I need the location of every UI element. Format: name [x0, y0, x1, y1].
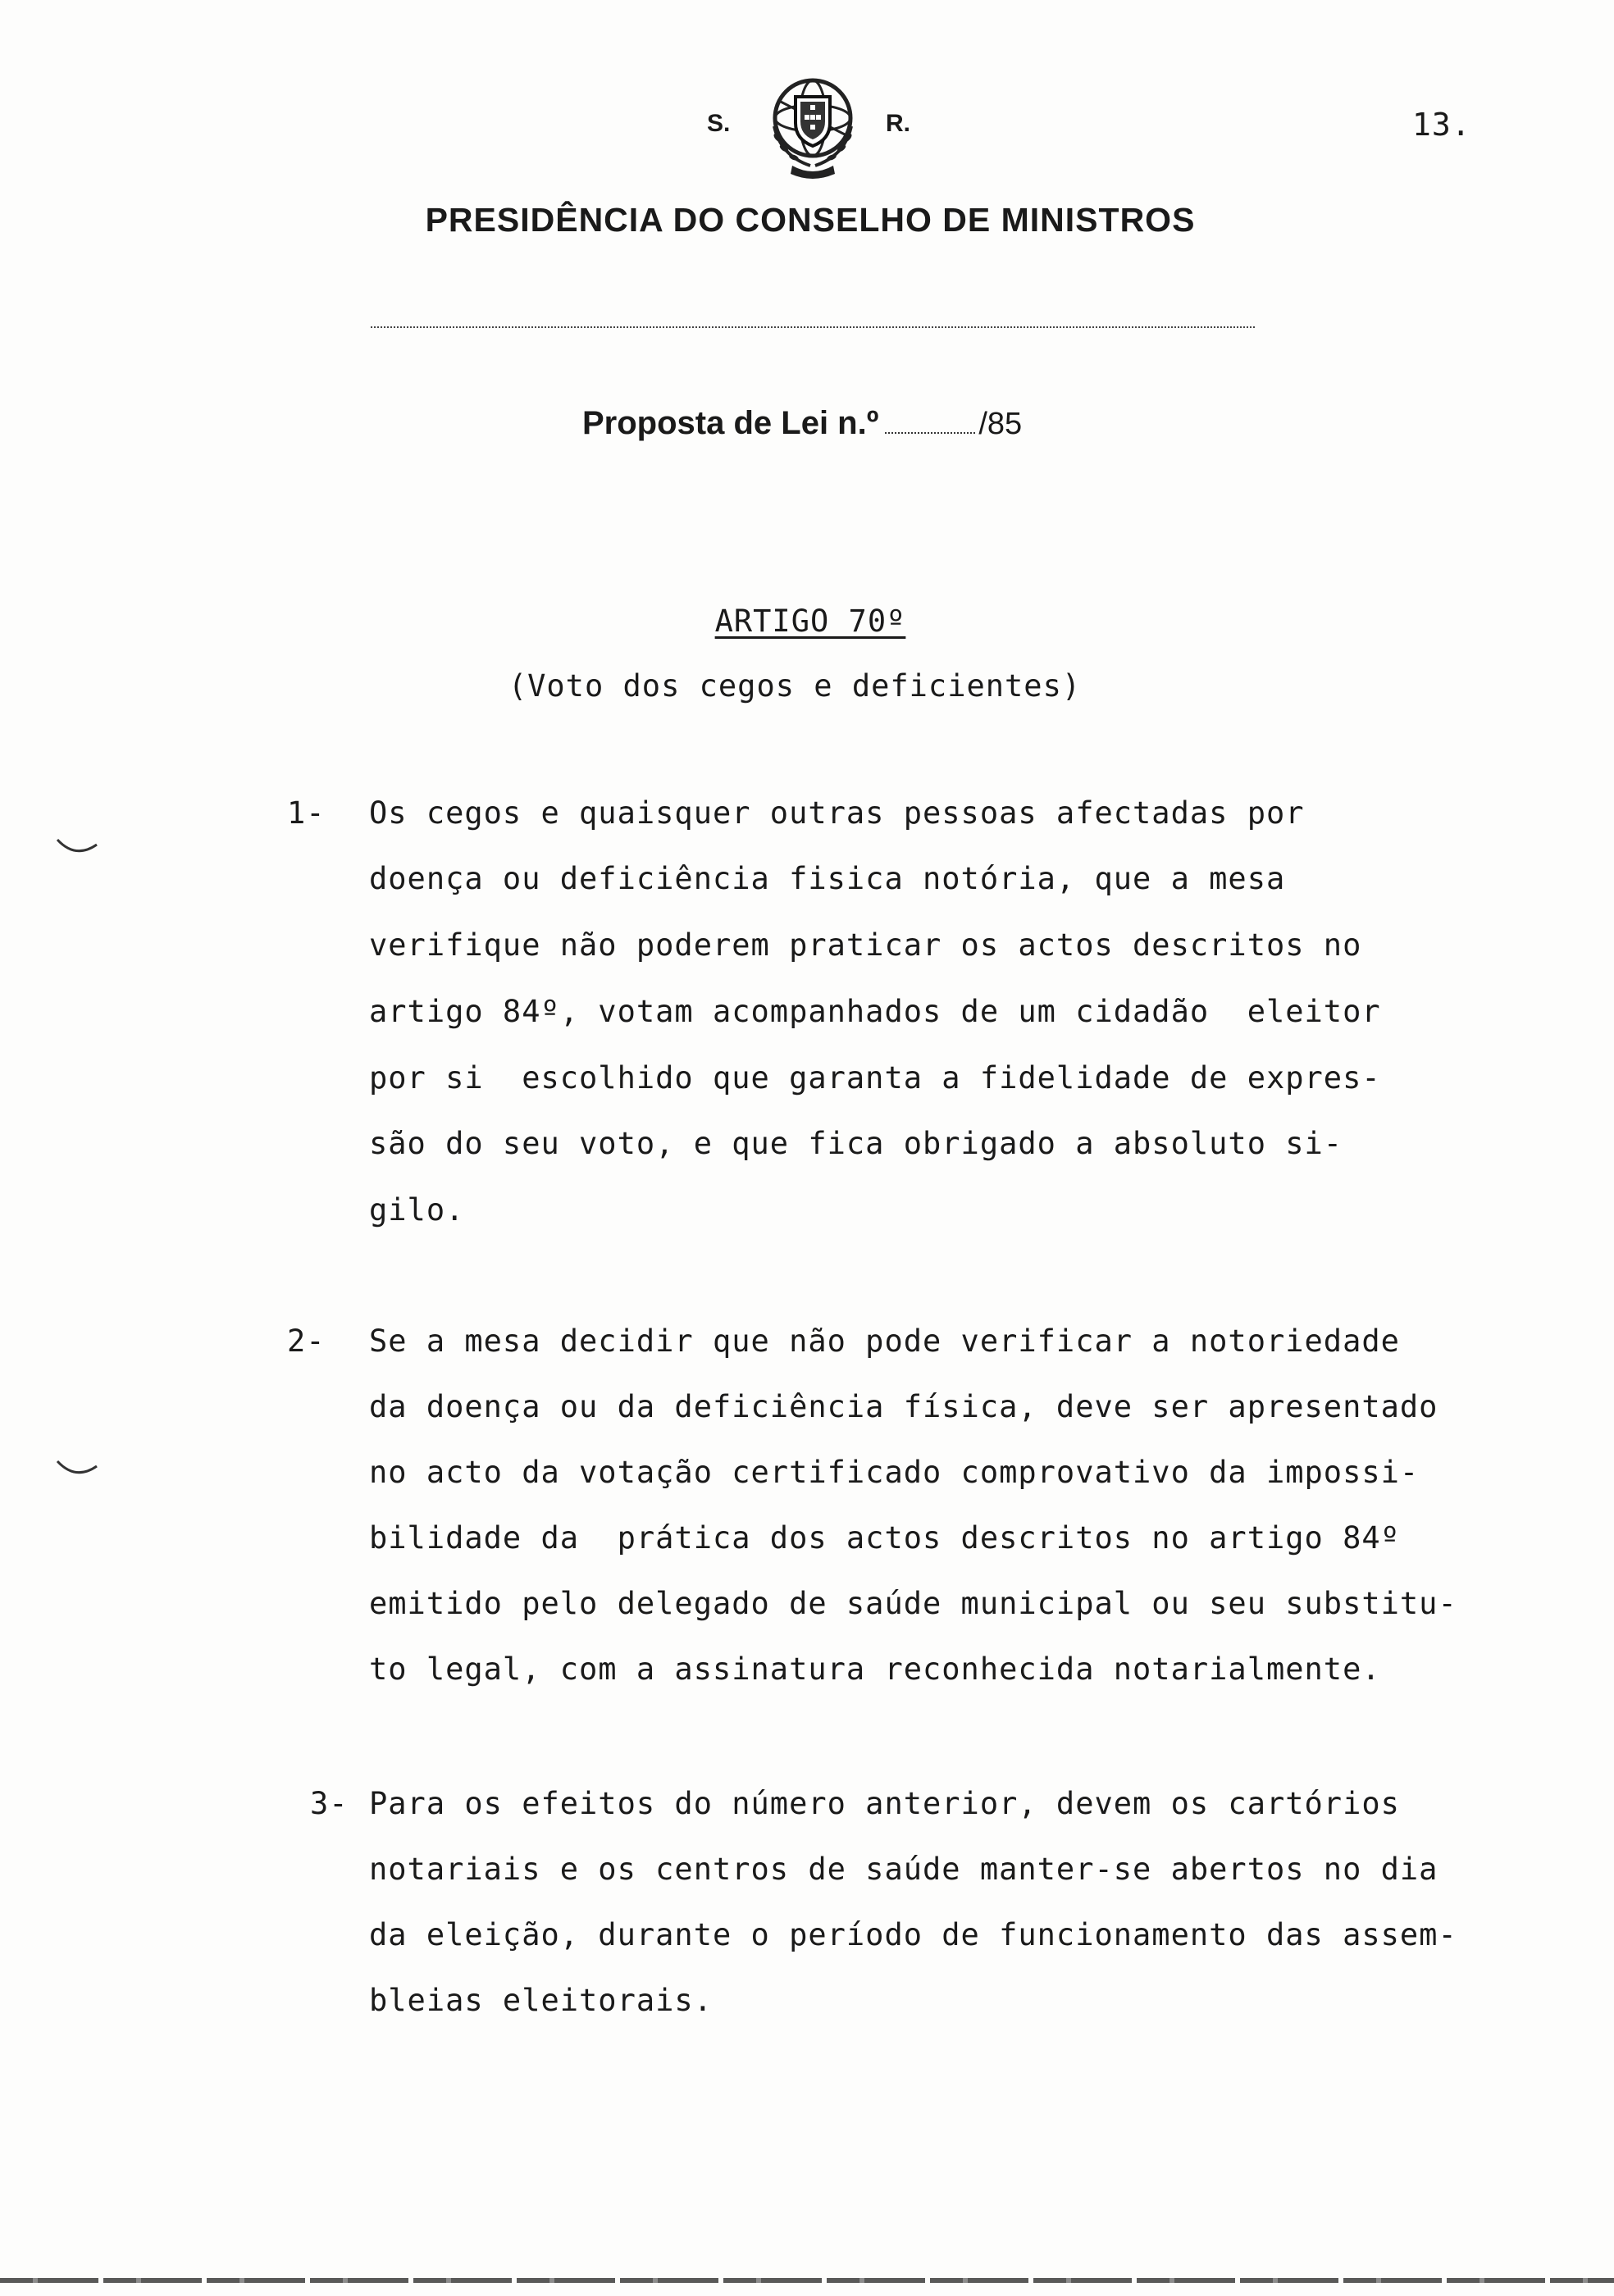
letterhead	[0, 69, 1614, 184]
paragraph-line: Se a mesa decidir que não pode verificar a notoriedade	[369, 1323, 1400, 1359]
paragraph-line: notariais e os centros de saúde manter-se abertos no dia	[369, 1852, 1438, 1887]
proposta-number-blank	[885, 408, 975, 434]
institution-heading: PRESIDÊNCIA DO CONSELHO DE MINISTROS	[425, 201, 1196, 239]
paragraph-line: Os cegos e quaisquer outras pessoas afectadas por	[369, 795, 1305, 831]
paragraph-line: no acto da votação certificado comprovativo da impossi-	[369, 1455, 1420, 1490]
proposta-label: Proposta de Lei n.º	[582, 405, 879, 441]
paragraph-line: da eleição, durante o período de funcionamento das assem-	[369, 1917, 1457, 1952]
paragraph-line: artigo 84º, votam acompanhados de um cidadão eleitor	[369, 994, 1381, 1029]
portuguese-coat-of-arms-icon	[759, 69, 866, 182]
article-title: ARTIGO 70º	[714, 604, 906, 639]
proposta-de-lei	[582, 405, 1022, 442]
paragraph-number: 1-	[287, 795, 326, 831]
paragraph-line: to legal, com a assinatura reconhecida notarialmente.	[369, 1651, 1381, 1687]
margin-curve-mark	[54, 835, 100, 858]
paragraph-line: bleias eleitorais.	[369, 1983, 713, 2018]
paragraph-line: verifique não poderem praticar os actos descritos no	[369, 927, 1362, 963]
paragraph-line: Para os efeitos do número anterior, devem os cartórios	[369, 1786, 1400, 1821]
paragraph-line: emitido pelo delegado de saúde municipal ou seu substitu-	[369, 1586, 1457, 1621]
scan-bottom-edge	[0, 2278, 1614, 2283]
paragraph-line: da doença ou da deficiência física, deve ser apresentado	[369, 1389, 1438, 1424]
proposta-number: /85	[978, 407, 1023, 441]
header-divider	[371, 326, 1255, 328]
paragraph-number: 3-	[310, 1786, 349, 1821]
paragraph-line: por si escolhido que garanta a fidelidade de expres-	[369, 1060, 1381, 1096]
paragraph-number: 2-	[287, 1323, 326, 1359]
paragraph-line: doença ou deficiência fisica notória, que a mesa	[369, 861, 1286, 896]
margin-curve-mark	[54, 1456, 100, 1479]
paragraph-line: gilo.	[369, 1192, 465, 1228]
paragraph-line: são do seu voto, e que fica obrigado a absoluto si-	[369, 1126, 1343, 1161]
paragraph-line: bilidade da prática dos actos descritos no artigo 84º	[369, 1520, 1400, 1556]
article-subtitle: (Voto dos cegos e deficientes)	[508, 668, 1082, 704]
page-number: 13.	[1412, 107, 1471, 143]
letterhead-right-mark: R.	[886, 110, 910, 137]
letterhead-left-mark: S.	[707, 110, 731, 137]
